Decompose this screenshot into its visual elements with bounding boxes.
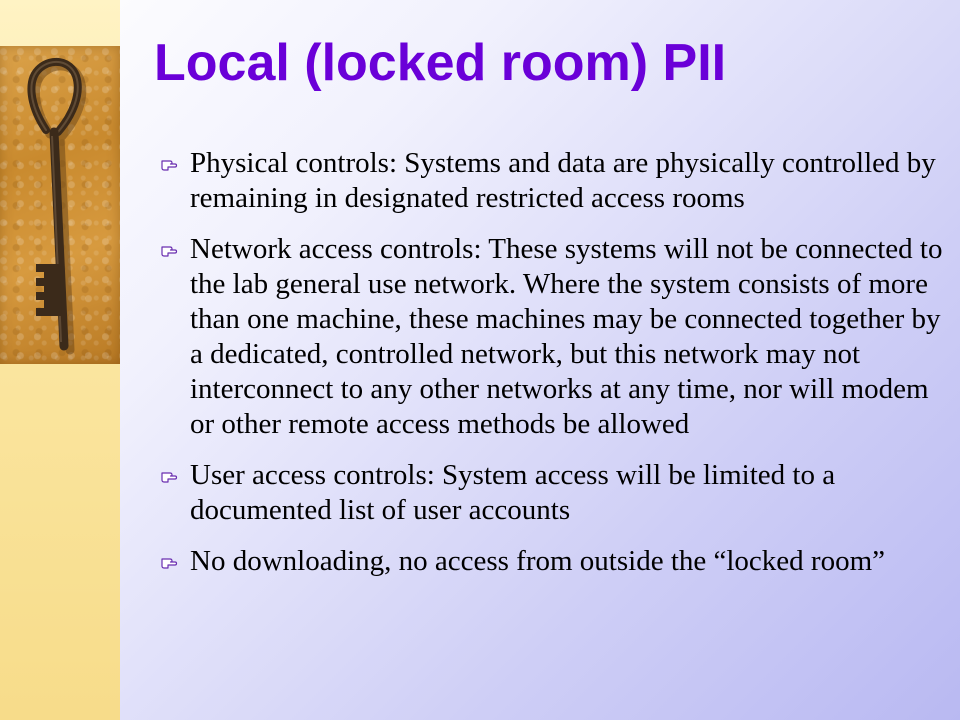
- antique-key-image: [0, 46, 120, 364]
- bullet-text: User access controls: System access will be limited to a documented list of user accounts: [190, 459, 836, 526]
- bullet-text: Network access controls: These systems will not be connected to the lab general use network. Where the system consists of more than one machine, these machines may be connected together by a dedicated, controlled network, but this network may not interconnect to any other networks at any time, nor will modem or other remote access methods be allowed: [190, 233, 943, 440]
- bullet-text: No downloading, no access from outside the “locked room”: [190, 545, 886, 577]
- key-icon: [0, 46, 120, 364]
- bullet-item: [160, 458, 950, 528]
- bullet-item: [160, 232, 950, 442]
- pointing-hand-icon: [160, 467, 178, 485]
- pointing-hand-icon: [160, 241, 178, 259]
- bullet-item: [160, 146, 950, 216]
- bullet-list: [160, 146, 950, 595]
- pointing-hand-icon: [160, 155, 178, 173]
- pointing-hand-icon: [160, 553, 178, 571]
- slide-title: Local (locked room) PII: [154, 34, 727, 92]
- bullet-text: Physical controls: Systems and data are physically controlled by remaining in designated restricted access rooms: [190, 147, 936, 214]
- bullet-item: [160, 544, 950, 579]
